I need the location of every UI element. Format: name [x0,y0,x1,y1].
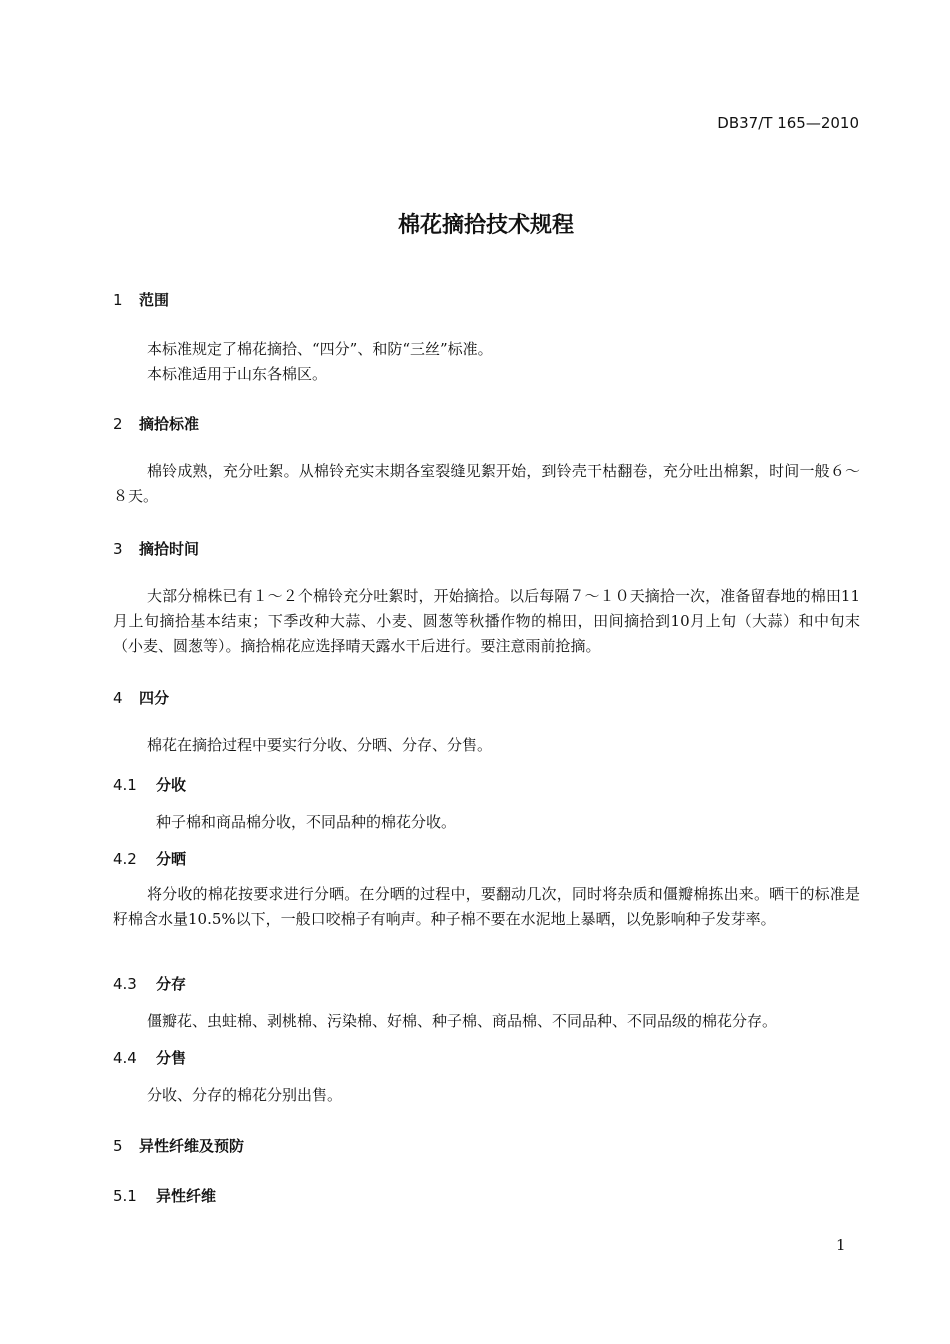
scope-line-2: 本标准适用于山东各棉区。 [147,365,328,383]
subsection-number: 4.2 [113,850,137,868]
subsection-title: 分收 [156,776,187,794]
section-number: 2 [113,415,123,433]
section-number: 1 [113,291,123,309]
section-title: 摘拾时间 [139,540,200,558]
document-title: 棉花摘拾技术规程 [397,213,574,238]
section-title: 摘拾标准 [139,415,200,433]
subsection-heading-separate-sale [113,1047,186,1068]
separate-storage-paragraph: 僵瓣花、虫蛀棉、剥桃棉、污染棉、好棉、种子棉、商品棉、不同品种、不同品级的棉花分存。 [147,1012,778,1030]
separate-drying-paragraph: 将分收的棉花按要求进行分晒。在分晒的过程中，要翻动几次，同时将杂质和僵瓣棉拣出来。晒干的标准是籽棉含水量10.5%以下，一般口咬棉子有响声。种子棉不要在水泥地上暴晒，以免影响种子发芽率。 [113,885,860,928]
section-title: 异性纤维及预防 [139,1137,245,1155]
section-number: 3 [113,540,123,558]
section-title: 范围 [139,291,170,309]
subsection-heading-separate-drying [113,848,186,869]
subsection-number: 4.3 [113,975,137,993]
subsection-title: 分晒 [156,850,187,868]
subsection-title: 分售 [156,1049,187,1067]
separate-harvest-paragraph: 种子棉和商品棉分收，不同品种的棉花分收。 [156,813,457,831]
subsection-number: 5.1 [113,1187,137,1205]
section-heading-scope [113,289,169,310]
document-code: DB37/T 165—2010 [717,114,859,132]
subsection-heading-foreign-fiber-definition [113,1185,216,1206]
picking-time-paragraph: 大部分棉株已有１～２个棉铃充分吐絮时，开始摘拾。以后每隔７～１０天摘拾一次，准备留春地的棉田11月上旬摘拾基本结束；下季改种大蒜、小麦、圆葱等秋播作物的棉田，田间摘拾到10月上旬（大蒜）和中旬末（小麦、圆葱等）。摘拾棉花应选择晴天露水干后进行。要注意雨前抢摘。 [113,587,860,655]
section-heading-foreign-fiber [113,1135,244,1156]
picking-standard-paragraph: 棉铃成熟，充分吐絮。从棉铃充实末期各室裂缝见絮开始，到铃壳干枯翻卷，充分吐出棉絮，时间一般６～８天。 [113,462,860,505]
section-number: 5 [113,1137,123,1155]
subsection-heading-separate-storage [113,973,186,994]
page-number: 1 [836,1236,846,1254]
section-title: 四分 [139,689,170,707]
section-heading-picking-time [113,538,199,559]
section-heading-four-separations [113,687,169,708]
subsection-number: 4.4 [113,1049,137,1067]
subsection-number: 4.1 [113,776,137,794]
scope-line-1: 本标准规定了棉花摘拾、“四分”、和防“三丝”标准。 [147,340,493,358]
subsection-title: 分存 [156,975,187,993]
separate-sale-paragraph: 分收、分存的棉花分别出售。 [147,1086,343,1104]
four-separations-paragraph: 棉花在摘拾过程中要实行分收、分晒、分存、分售。 [147,736,493,754]
section-heading-picking-standard [113,413,199,434]
section-number: 4 [113,689,123,707]
subsection-heading-separate-harvest [113,774,186,795]
subsection-title: 异性纤维 [156,1187,217,1205]
